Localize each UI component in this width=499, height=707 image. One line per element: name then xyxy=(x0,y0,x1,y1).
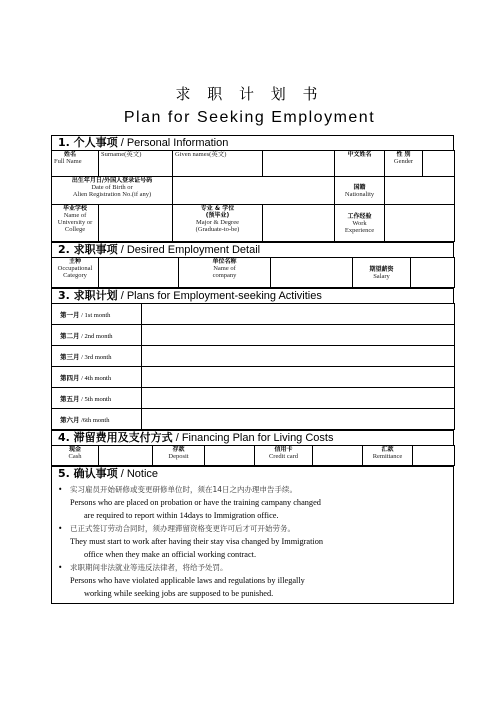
work-experience-label: 工作经验 Work Experience xyxy=(335,205,385,242)
salary-label: 期望薪资 Salary xyxy=(353,258,411,288)
notice-3-english-line-2: working while seeking jobs are supposed to be punished. xyxy=(84,589,274,598)
month-5-plan[interactable] xyxy=(142,388,455,409)
company-value[interactable] xyxy=(271,258,353,288)
remittance-label: 汇款 Remittance xyxy=(363,446,413,466)
title-english: Plan for Seeking Employment xyxy=(123,109,376,126)
major-value[interactable] xyxy=(263,205,335,242)
month-6-label: 第六月 /6th month xyxy=(52,409,142,430)
desired-employment-table xyxy=(51,257,455,288)
month-2-plan[interactable] xyxy=(142,325,455,346)
month-4-plan[interactable] xyxy=(142,367,455,388)
company-label: 单位名称 Name of company xyxy=(179,258,271,288)
month-3-plan[interactable] xyxy=(142,346,455,367)
given-names-value[interactable] xyxy=(263,151,335,177)
gender-value[interactable] xyxy=(423,151,455,177)
notice-2-english-line-2: office when they make an official working contract. xyxy=(84,550,257,559)
chinese-name-label: 中文姓名 xyxy=(335,151,385,177)
given-names-field[interactable]: Given names(英文) xyxy=(173,151,263,177)
surname-field[interactable]: Surname(英文) xyxy=(99,151,173,177)
personal-info-table xyxy=(51,150,455,242)
employment-plan-form xyxy=(51,135,454,604)
notice-2-chinese: • 已正式签订劳动合同时，须办理滞留资格变更许可后才可开始劳务。 xyxy=(66,522,445,535)
salary-value[interactable] xyxy=(411,258,455,288)
occupation-value[interactable] xyxy=(99,258,179,288)
deposit-value[interactable] xyxy=(205,446,255,466)
section-1-heading: 1. 个人事项 / Personal Information xyxy=(51,135,454,150)
work-experience-value[interactable] xyxy=(385,205,455,242)
notice-1-english-line-2: are required to report within 14days to Immigration office. xyxy=(84,511,279,520)
financing-table xyxy=(51,445,455,466)
dob-value[interactable] xyxy=(173,177,335,205)
cash-label: 现金 Cash xyxy=(52,446,99,466)
credit-card-value[interactable] xyxy=(313,446,363,466)
nationality-label: 国籍 Nationality xyxy=(335,177,385,205)
dob-label: 出生年月日/外国人登录证号码 Date of Birth or Alien Registration No.(if any) xyxy=(52,177,173,205)
section-4-heading: 4. 滞留费用及支付方式 / Financing Plan for Living Costs xyxy=(51,430,454,445)
notice-list xyxy=(51,481,454,604)
monthly-plan-table xyxy=(51,303,455,430)
university-value[interactable] xyxy=(99,205,173,242)
section-5-heading: 5. 确认事项 / Notice xyxy=(51,466,454,481)
credit-card-label: 信用卡 Credit card xyxy=(255,446,313,466)
month-1-label: 第一月 / 1st month xyxy=(52,304,142,325)
name-label: 姓名 Full Name xyxy=(52,151,99,177)
deposit-label: 存款 Deposit xyxy=(153,446,205,466)
title-chinese: 求 职 计 划 书 xyxy=(175,85,324,103)
month-6-plan[interactable] xyxy=(142,409,455,430)
notice-1-english-line-1: Persons who are placed on probation or have the training campany changed xyxy=(70,498,321,507)
university-label: 毕业学校 Name of University or College xyxy=(52,205,99,242)
notice-3-english-line-1: Persons who have violated applicable laws and regulations by illegally xyxy=(70,576,305,585)
notice-1-chinese: • 实习雇员开始研修或变更研修单位时，须在14日之内办理申告手续。 xyxy=(66,483,445,496)
month-3-label: 第三月 / 3rd month xyxy=(52,346,142,367)
occupation-label: 主种 Occupational Category xyxy=(52,258,99,288)
cash-value[interactable] xyxy=(99,446,153,466)
notice-2-english-line-1: They must start to work after having their stay visa changed by Immigration xyxy=(70,537,323,546)
month-1-plan[interactable] xyxy=(142,304,455,325)
section-3-heading: 3. 求职计划 / Plans for Employment-seeking Activities xyxy=(51,288,454,303)
gender-label: 性 别 Gender xyxy=(385,151,423,177)
notice-3-chinese: • 求职期间非法就业等违反法律者，将给予处罚。 xyxy=(66,561,445,574)
month-5-label: 第五月 / 5th month xyxy=(52,388,142,409)
month-2-label: 第二月 / 2nd month xyxy=(52,325,142,346)
nationality-value[interactable] xyxy=(385,177,455,205)
major-label: 专业 & 学位 (预毕业) Major & Degree (Graduate-to-be) xyxy=(173,205,263,242)
remittance-value[interactable] xyxy=(413,446,455,466)
section-2-heading: 2. 求职事项 / Desired Employment Detail xyxy=(51,242,454,257)
month-4-label: 第四月 / 4th month xyxy=(52,367,142,388)
